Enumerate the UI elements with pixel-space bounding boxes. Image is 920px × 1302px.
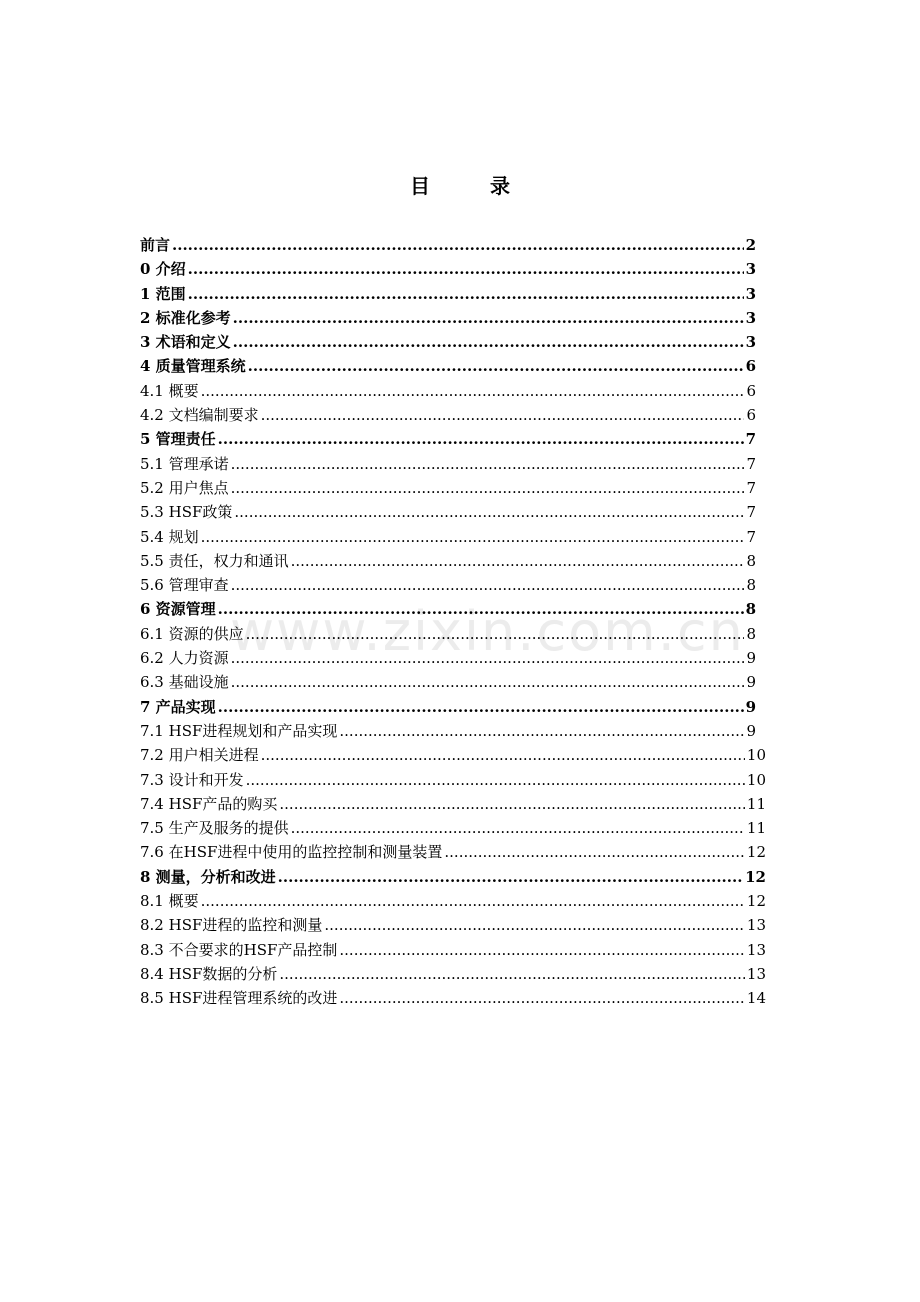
toc-entry-label: 7.4 HSF产品的购买 [140,794,278,813]
toc-entry[interactable] [140,719,756,743]
toc-dot-leader [279,792,745,816]
toc-entry-page-number: 11 [746,819,766,838]
toc-entry-label: 5.1 管理承诺 [140,454,229,473]
toc-entry[interactable] [140,670,756,694]
toc-entry-label: 4 质量管理系统 [140,357,246,376]
toc-dot-leader [231,670,745,694]
toc-entry-page-number: 10 [746,746,766,765]
toc-entry[interactable] [140,354,756,378]
toc-entry[interactable] [140,695,756,719]
toc-entry-page-number: 7 [746,454,756,473]
toc-entry[interactable] [140,476,756,500]
toc-entry[interactable] [140,816,766,840]
toc-entry[interactable] [140,913,766,937]
toc-entry-label: 7.6 在HSF进程中使用的监控控制和测量装置 [140,843,443,862]
toc-entry-label: 6.3 基础设施 [140,673,229,692]
toc-entry-page-number: 11 [746,794,766,813]
toc-dot-leader [201,889,745,913]
toc-entry-page-number: 9 [746,649,756,668]
toc-dot-leader [233,306,744,330]
toc-dot-leader [261,743,745,767]
toc-dot-leader [231,476,745,500]
toc-entry[interactable] [140,427,756,451]
toc-entry-label: 5 管理责任 [140,430,216,449]
toc-entry-page-number: 7 [746,527,756,546]
toc-entry-label: 6.2 人力资源 [140,649,229,668]
toc-dot-leader [231,573,745,597]
toc-dot-leader [218,427,744,451]
toc-entry-page-number: 3 [745,333,756,352]
toc-entry[interactable] [140,865,766,889]
toc-entry[interactable] [140,330,756,354]
toc-entry[interactable] [140,379,756,403]
toc-entry-label: 7.2 用户相关进程 [140,746,259,765]
toc-dot-leader [172,233,744,257]
toc-dot-leader [279,962,745,986]
toc-entry[interactable] [140,233,756,257]
toc-dot-leader [444,840,745,864]
toc-entry-label: 7.5 生产及服务的提供 [140,819,289,838]
toc-entry[interactable] [140,962,766,986]
toc-entry[interactable] [140,986,766,1010]
toc-entry[interactable] [140,792,766,816]
toc-entry-page-number: 7 [746,478,756,497]
toc-entry-label: 5.4 规划 [140,527,199,546]
toc-entry-label: 7.1 HSF进程规划和产品实现 [140,721,338,740]
toc-entry-page-number: 2 [745,236,756,254]
toc-entry-page-number: 7 [746,503,756,522]
toc-entry-label: 4.1 概要 [140,381,199,400]
toc-dot-leader [201,525,745,549]
toc-entry-label: 前言 [140,236,171,254]
toc-dot-leader [339,986,745,1010]
toc-dot-leader [234,500,744,524]
toc-dot-leader [261,403,745,427]
toc-entry-label: 5.3 HSF政策 [140,503,233,522]
toc-entry[interactable] [140,282,756,306]
toc-entry[interactable] [140,549,756,573]
table-of-contents [140,233,766,1011]
toc-entry-label: 8.2 HSF进程的监控和测量 [140,916,323,935]
toc-dot-leader [246,768,745,792]
toc-dot-leader [278,865,743,889]
toc-entry-page-number: 13 [746,916,766,935]
toc-entry-label: 5.6 管理审查 [140,576,229,595]
toc-dot-leader [188,257,744,281]
toc-entry-page-number: 12 [746,892,766,911]
toc-entry[interactable] [140,768,766,792]
toc-dot-leader [231,452,745,476]
toc-entry-label: 6.1 资源的供应 [140,624,244,643]
toc-entry-page-number: 8 [746,624,756,643]
toc-dot-leader [218,597,744,621]
toc-entry-page-number: 9 [746,673,756,692]
toc-entry-label: 2 标准化参考 [140,308,231,327]
toc-entry-page-number: 14 [746,989,766,1008]
toc-dot-leader [201,379,745,403]
toc-entry-label: 8.3 不合要求的HSF产品控制 [140,940,338,959]
toc-entry-label: 6 资源管理 [140,600,216,619]
toc-entry[interactable] [140,257,756,281]
toc-dot-leader [233,330,744,354]
toc-entry[interactable] [140,889,766,913]
toc-dot-leader [218,695,744,719]
toc-entry-page-number: 10 [746,770,766,789]
toc-entry-label: 7 产品实现 [140,697,216,716]
toc-entry-label: 4.2 文档编制要求 [140,406,259,425]
toc-dot-leader [339,719,744,743]
toc-dot-leader [231,646,745,670]
toc-entry-label: 3 术语和定义 [140,333,231,352]
toc-entry-page-number: 8 [746,576,756,595]
toc-entry[interactable] [140,743,766,767]
toc-dot-leader [324,913,745,937]
toc-entry[interactable] [140,646,756,670]
toc-entry[interactable] [140,938,766,962]
toc-entry-label: 5.5 责任，权力和通讯 [140,551,289,570]
toc-dot-leader [188,282,744,306]
toc-entry-label: 5.2 用户焦点 [140,478,229,497]
toc-entry-page-number: 3 [745,260,756,279]
toc-entry[interactable] [140,622,756,646]
toc-dot-leader [246,622,745,646]
toc-entry-page-number: 8 [746,551,756,570]
toc-dot-leader [339,938,745,962]
toc-entry-label: 1 范围 [140,284,186,303]
toc-entry-label: 8.1 概要 [140,892,199,911]
toc-entry-label: 8.4 HSF数据的分析 [140,964,278,983]
toc-entry-page-number: 8 [745,600,756,619]
toc-entry-page-number: 6 [746,381,756,400]
toc-entry-page-number: 12 [746,843,766,862]
toc-entry-label: 8 测量，分析和改进 [140,867,276,886]
toc-entry-label: 0 介绍 [140,260,186,279]
toc-entry-page-number: 3 [745,308,756,327]
toc-dot-leader [248,354,744,378]
toc-entry-page-number: 9 [745,697,756,716]
toc-entry[interactable] [140,452,756,476]
toc-entry-page-number: 9 [746,721,756,740]
toc-entry-label: 7.3 设计和开发 [140,770,244,789]
toc-entry[interactable] [140,840,766,864]
toc-entry-page-number: 6 [745,357,756,376]
toc-entry[interactable] [140,525,756,549]
toc-dot-leader [291,816,745,840]
toc-entry[interactable] [140,500,756,524]
toc-entry[interactable] [140,573,756,597]
toc-entry-label: 8.5 HSF进程管理系统的改进 [140,989,338,1008]
watermark: www.zixin.com.cn [230,600,745,663]
toc-entry-page-number: 6 [746,406,756,425]
toc-entry-page-number: 3 [745,284,756,303]
toc-entry-page-number: 12 [745,867,766,886]
toc-entry[interactable] [140,597,756,621]
toc-entry[interactable] [140,403,756,427]
toc-dot-leader [291,549,745,573]
toc-entry-page-number: 13 [746,964,766,983]
toc-entry-page-number: 7 [745,430,756,449]
toc-entry-page-number: 13 [746,940,766,959]
toc-title: 目 录 [410,174,530,198]
toc-entry[interactable] [140,306,756,330]
